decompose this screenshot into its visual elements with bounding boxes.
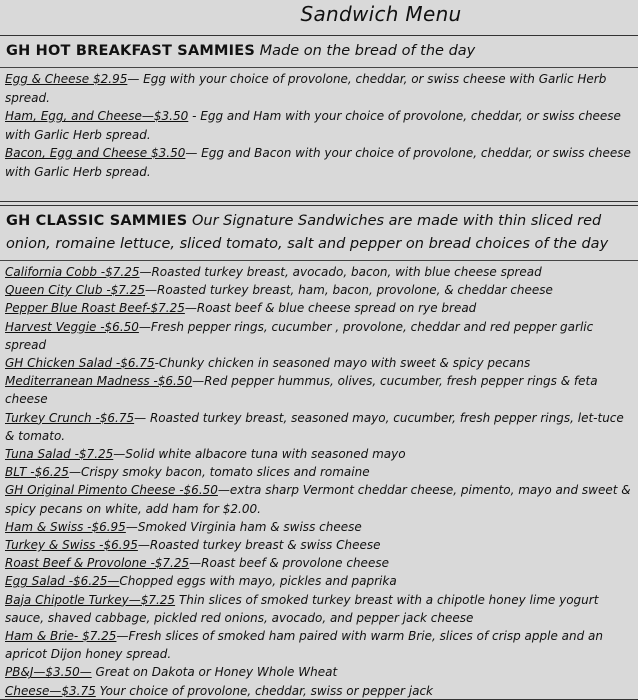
item-label: Egg Salad -$6.25—: [5, 574, 120, 589]
classic-section: [0, 205, 638, 700]
item-desc: —Roast beef & provolone cheese: [189, 556, 389, 571]
item-label: GH Original Pimento Cheese -$6.50: [5, 483, 218, 498]
item-label: Turkey Crunch -$6.75: [5, 410, 135, 425]
item-desc: - Egg and Ham with your choice of provolone, cheddar, or swiss cheese with Garlic Herb spread.: [5, 109, 621, 142]
item-desc: —Smoked Virginia ham & swiss cheese: [125, 519, 362, 534]
menu-item: [5, 536, 634, 554]
menu-item: [5, 572, 634, 590]
menu-item: [5, 372, 634, 408]
item-label: Pepper Blue Roast Beef-$7.25: [5, 301, 185, 316]
breakfast-items: [0, 68, 638, 181]
item-desc: Your choice of provolone, cheddar, swiss or pepper jack: [95, 683, 433, 698]
item-label: Baja Chipotle Turkey—$7.25: [5, 592, 176, 607]
item-desc: —Roasted turkey breast & swiss Cheese: [137, 538, 381, 553]
item-label: Bacon, Egg and Cheese $3.50: [5, 146, 186, 160]
item-label: Ham & Brie- $7.25: [5, 629, 117, 644]
item-label: GH Chicken Salad -$6.75: [5, 356, 155, 371]
menu-item: [5, 318, 634, 354]
item-desc: — Egg with your choice of provolone, cheddar, or swiss cheese with Garlic Herb spread.: [5, 72, 607, 105]
item-desc: — Roasted turkey breast, seasoned mayo, cucumber, fresh pepper rings, let-tuce & tomato.: [5, 410, 624, 443]
menu-item: [5, 281, 634, 299]
item-label: California Cobb -$7.25: [5, 265, 140, 279]
menu-item: [5, 591, 634, 627]
menu-item: [5, 70, 634, 107]
item-label: Roast Beef & Provolone -$7.25: [5, 556, 190, 571]
item-label: Mediterranean Madness -$6.50: [5, 374, 193, 389]
classic-name: GH CLASSIC SAMMIES: [6, 213, 188, 229]
item-desc: —Crispy smoky bacon, tomato slices and romaine: [68, 465, 370, 480]
item-label: PB&J—$3.50—: [5, 665, 92, 680]
item-desc: —Solid white albacore tuna with seasoned mayo: [113, 447, 406, 462]
menu-item: [5, 463, 634, 481]
breakfast-tagline: Made on the bread of the day: [259, 43, 476, 59]
item-desc: —Roasted turkey breast, ham, bacon, provolone, & cheddar cheese: [145, 283, 553, 298]
breakfast-name: GH HOT BREAKFAST SAMMIES: [6, 43, 255, 59]
menu-item: [5, 107, 634, 144]
menu-item: [5, 263, 634, 281]
breakfast-section: [0, 35, 638, 202]
item-label: Ham, Egg, and Cheese—$3.50: [5, 109, 189, 123]
menu-item: [5, 554, 634, 572]
item-desc: Chopped eggs with mayo, pickles and paprika: [119, 574, 397, 589]
menu-item: [5, 627, 634, 663]
item-label: Cheese—$3.75: [5, 683, 96, 698]
item-label: Ham & Swiss -$6.95: [5, 519, 126, 534]
item-desc: —Fresh slices of smoked ham paired with warm Brie, slices of crisp apple and an apricot Dijon honey spread.: [5, 629, 603, 662]
menu-title: Sandwich Menu: [300, 2, 462, 26]
classic-items: [0, 261, 638, 700]
item-desc: —Red pepper hummus, olives, cucumber, fresh pepper rings & feta cheese: [5, 374, 598, 407]
item-label: Tuna Salad -$7.25: [5, 447, 114, 462]
classic-header: [0, 206, 638, 261]
item-desc: — Egg and Bacon with your choice of provolone, cheddar, or swiss cheese with Garlic Herb spread.: [5, 146, 631, 179]
item-label: Harvest Veggie -$6.50: [5, 319, 139, 334]
item-desc: —extra sharp Vermont cheddar cheese, pimento, mayo and sweet & spicy pecans on white, add ham for $2.00.: [5, 483, 631, 516]
item-label: Queen City Club -$7.25: [5, 283, 146, 298]
item-label: Egg & Cheese $2.95: [5, 72, 128, 86]
item-desc: —Roast beef & blue cheese spread on rye bread: [184, 301, 477, 316]
item-label: Turkey & Swiss -$6.95: [5, 538, 138, 553]
classic-tagline: Our Signature Sandwiches are made with thin sliced red onion, romaine lettuce, sliced tomato, salt and pepper on bread choices of the day: [6, 213, 609, 252]
menu-item: [5, 481, 634, 517]
menu-item: [5, 445, 634, 463]
menu-item: [5, 299, 634, 317]
menu-item: [5, 682, 634, 700]
item-desc: —Roasted turkey breast, avocado, bacon, with blue cheese spread: [139, 265, 542, 279]
menu-item: [5, 409, 634, 445]
menu-item: [5, 663, 634, 681]
item-desc: -Chunky chicken in seasoned mayo with sweet & spicy pecans: [154, 356, 531, 371]
item-desc: —Fresh pepper rings, cucumber , provolone, cheddar and red pepper garlic spread: [5, 319, 594, 352]
item-desc: Great on Dakota or Honey Whole Wheat: [91, 665, 338, 680]
breakfast-header: [0, 36, 638, 68]
menu-item: [5, 144, 634, 181]
menu-item: [5, 354, 634, 372]
menu-item: [5, 518, 634, 536]
item-label: BLT -$6.25: [5, 465, 69, 480]
item-desc: Thin slices of smoked turkey breast with a chipotle honey lime yogurt sauce, shaved cabbage, pickled red onions, avocado, and pepper jack cheese: [5, 592, 599, 625]
